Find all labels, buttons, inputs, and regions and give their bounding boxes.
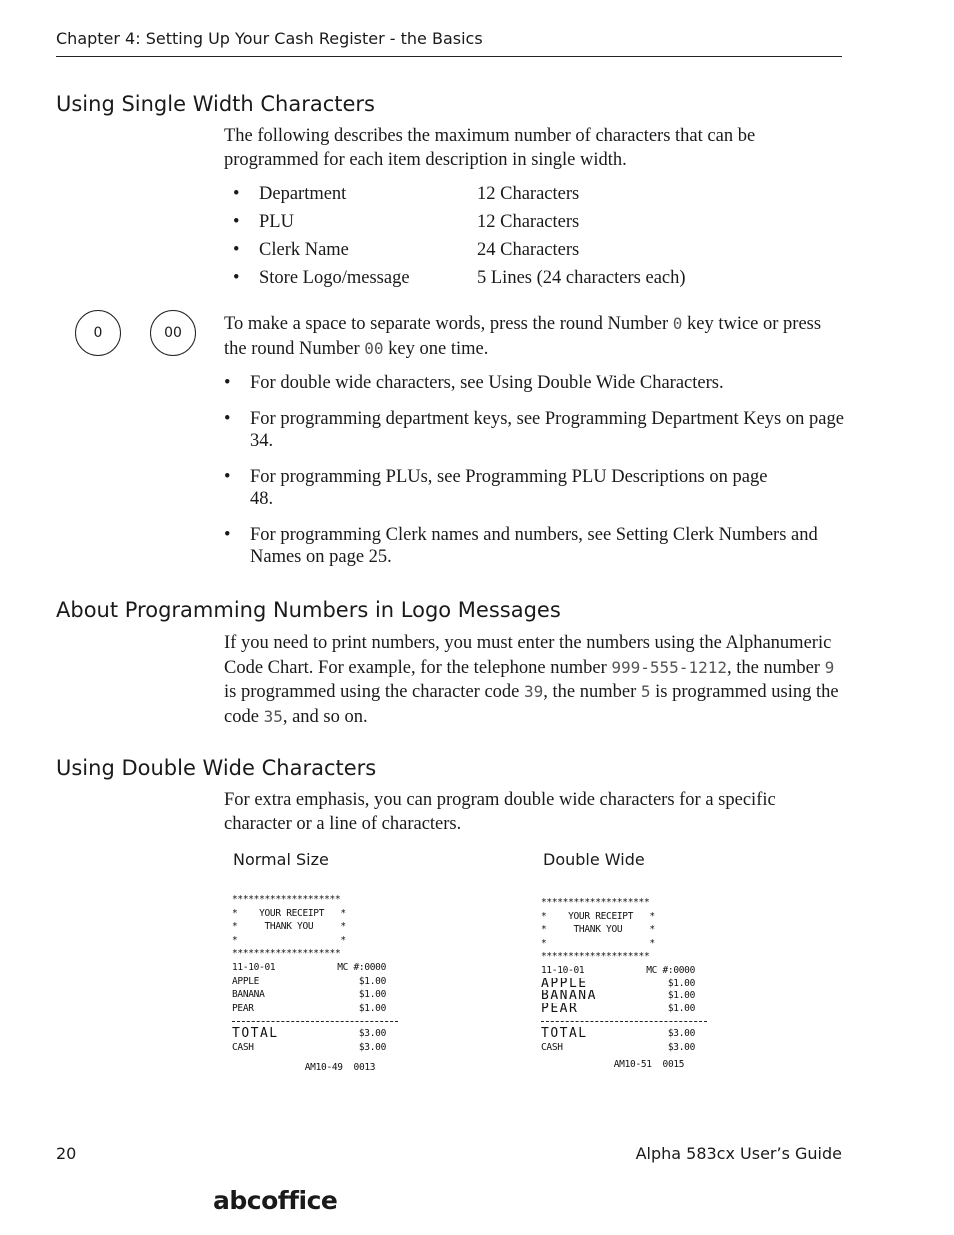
receipt-cash xyxy=(541,1041,707,1055)
text-run: If you need to print numbers, you must enter the numbers using the Alphanumeric Code Chart. For example, for the telephone number xyxy=(224,633,832,678)
space-instruction xyxy=(224,312,844,361)
receipt-line: ******************** xyxy=(232,948,341,960)
cash-label: CASH xyxy=(541,1041,563,1053)
item-price: $1.00 xyxy=(667,1002,695,1014)
total-value: $3.00 xyxy=(667,1028,695,1040)
spec-value: 12 Characters xyxy=(477,212,580,232)
receipt-line: * YOUR RECEIPT * xyxy=(232,907,346,919)
key-00-icon: 00 xyxy=(150,310,196,356)
text-run: is programmed using the character code xyxy=(224,682,524,702)
bullet: • xyxy=(224,467,231,487)
item-name: PEAR xyxy=(541,1002,579,1016)
bullet: • xyxy=(233,212,240,232)
total-label: TOTAL xyxy=(232,1027,279,1041)
receipt-line: ******************** xyxy=(541,897,650,908)
spec-value: 5 Lines (24 characters each) xyxy=(477,268,686,288)
text-run: is programmed using the code xyxy=(224,682,839,727)
bullet: • xyxy=(233,184,240,204)
text-run: , and so on. xyxy=(282,706,368,727)
receipt-item xyxy=(232,1002,398,1016)
code-digit: 5 xyxy=(640,682,651,701)
receipt-footer: AM10-49 0013 xyxy=(304,1061,376,1073)
cash-value: $3.00 xyxy=(667,1041,695,1053)
guide-title: Alpha 583cx User’s Guide xyxy=(635,1144,842,1163)
receipt-line xyxy=(541,964,707,978)
code-char: 39 xyxy=(524,682,544,701)
text-run: To make a space to separate words, press the round Number xyxy=(224,314,673,334)
bullet: • xyxy=(224,525,231,545)
receipt-date: 11-10-01 xyxy=(541,964,585,976)
list-item xyxy=(224,372,844,394)
bullet: • xyxy=(224,409,231,429)
receipt-line: * THANK YOU * xyxy=(232,921,346,933)
section-title-logo-numbers: About Programming Numbers in Logo Messages xyxy=(56,598,561,622)
double-wide-label: Double Wide xyxy=(543,850,645,869)
item-name: BANANA xyxy=(541,990,597,1003)
see-also-text: For programming Clerk names and numbers, see Setting Clerk Numbers and Names on page 25. xyxy=(250,525,818,567)
text-run: key twice or press the round Number xyxy=(224,314,822,359)
code-char: 35 xyxy=(263,706,283,726)
text-run: , the number xyxy=(543,682,641,702)
logo-numbers-paragraph xyxy=(224,632,844,729)
bullet: • xyxy=(224,373,231,393)
receipt-total xyxy=(232,1027,398,1041)
single-width-intro: The following describes the maximum number of characters that can be programmed for each item description in single width. xyxy=(224,126,756,170)
bullet: • xyxy=(233,240,240,260)
receipt-item xyxy=(232,988,398,1002)
normal-size-label: Normal Size xyxy=(233,850,329,869)
item-name: BANANA xyxy=(232,989,265,1001)
section-title-single-width: Using Single Width Characters xyxy=(56,92,375,116)
spec-name: Department xyxy=(259,184,347,204)
spec-value: 12 Characters xyxy=(477,184,580,204)
receipt-line: * * xyxy=(541,937,655,949)
item-price: $1.00 xyxy=(667,990,695,1002)
receipt-divider xyxy=(541,1015,707,1022)
receipt-divider xyxy=(232,1015,398,1022)
double-wide-receipt xyxy=(541,896,707,1072)
receipt-machine: MC #:0000 xyxy=(337,961,386,973)
see-also-text: For programming department keys, see Programming Department Keys on page 34. xyxy=(250,409,844,451)
list-item xyxy=(224,466,844,510)
item-price: $1.00 xyxy=(358,975,386,987)
cash-label: CASH xyxy=(232,1041,254,1053)
list-item xyxy=(224,408,844,452)
receipt-footer: AM10-51 0015 xyxy=(613,1059,685,1071)
receipt-line: * YOUR RECEIPT * xyxy=(541,910,655,922)
list-item xyxy=(224,524,844,568)
see-also-list xyxy=(224,372,844,582)
receipt-date: 11-10-01 xyxy=(232,961,276,973)
receipt-cash xyxy=(232,1041,398,1055)
code-key-00: 00 xyxy=(364,338,384,358)
receipt-machine: MC #:0000 xyxy=(646,964,695,976)
receipt-line: ******************** xyxy=(232,894,341,905)
total-label: TOTAL xyxy=(541,1027,588,1041)
item-price: $1.00 xyxy=(358,989,386,1001)
item-name: APPLE xyxy=(232,975,260,987)
page-number: 20 xyxy=(56,1144,77,1163)
normal-size-receipt xyxy=(232,893,398,1074)
spec-name: PLU xyxy=(259,212,294,232)
brand-logo: abcoffice xyxy=(213,1186,338,1215)
receipt-item xyxy=(541,990,707,1003)
spec-name: Store Logo/message xyxy=(259,268,410,288)
item-name: APPLE xyxy=(541,977,588,991)
item-price: $1.00 xyxy=(358,1002,386,1014)
code-key-0: 0 xyxy=(672,314,683,333)
text-run: key one time. xyxy=(383,338,489,359)
double-wide-intro: For extra emphasis, you can program double wide characters for a specific character or a line of characters. xyxy=(224,790,776,834)
text-run: , the number xyxy=(726,657,825,678)
receipt-item xyxy=(541,978,707,991)
header-rule xyxy=(56,56,842,57)
cash-value: $3.00 xyxy=(358,1041,386,1053)
receipt-item xyxy=(232,975,398,989)
receipt-item xyxy=(541,1003,707,1016)
spec-value: 24 Characters xyxy=(477,240,580,260)
see-also-text: For double wide characters, see Using Double Wide Characters. xyxy=(250,373,724,393)
spec-name: Clerk Name xyxy=(259,240,349,260)
receipt-line: ******************** xyxy=(541,951,650,963)
receipt-line xyxy=(232,961,398,975)
receipt-total xyxy=(541,1027,707,1041)
bullet: • xyxy=(233,268,240,288)
code-digit: 9 xyxy=(824,657,835,677)
running-header: Chapter 4: Setting Up Your Cash Register - the Basics xyxy=(56,29,483,48)
item-name: PEAR xyxy=(232,1002,254,1014)
see-also-text: For programming PLUs, see Programming PLU Descriptions on page 48. xyxy=(250,467,768,509)
item-price: $1.00 xyxy=(667,977,695,989)
receipt-line: * THANK YOU * xyxy=(541,924,655,936)
code-phone: 999-555-1212 xyxy=(611,657,727,677)
section-title-double-wide: Using Double Wide Characters xyxy=(56,756,377,780)
key-0-icon: 0 xyxy=(75,310,121,356)
total-value: $3.00 xyxy=(358,1028,386,1040)
receipt-line: * * xyxy=(232,934,346,946)
